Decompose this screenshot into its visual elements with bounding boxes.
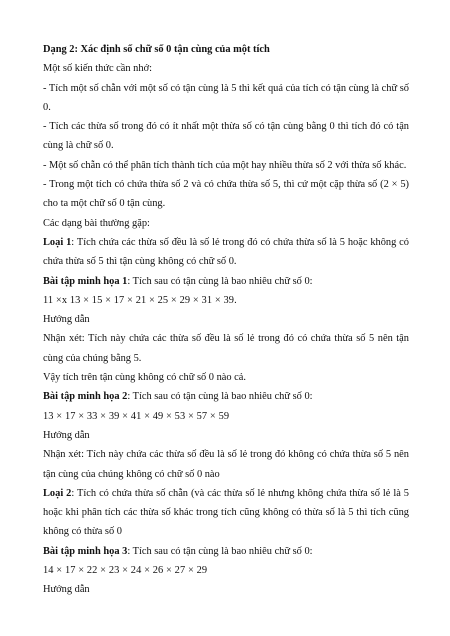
example-3-question xyxy=(43,542,409,561)
type-1-label: Loại 1 xyxy=(43,236,72,248)
example-2-label: Bài tập minh họa 2 xyxy=(43,391,128,403)
intro-text: Một số kiến thức cần nhớ: xyxy=(43,63,152,75)
example-2-question-text: : Tích sau có tận cùng là bao nhiêu chữ số 0: xyxy=(127,391,313,403)
fact-item-2: - Tích các thừa số trong đó có ít nhất một thừa số có tận cùng bằng 0 thì tích đó có tận cùng là chữ số 0. xyxy=(43,121,409,152)
type-2-text: : Tích có chứa thừa số chẵn (và các thừa số lẻ nhưng không chứa thừa số lẻ là 5 hoặc khi phân tích các thừa số khác trong tích cũng không có thừa số là 5 thì tích cũng không có thừa số 0 xyxy=(43,487,409,538)
document-page xyxy=(43,40,409,600)
example-2-remark: Nhận xét: Tích này chứa các thừa số đều là số lẻ trong đó không có chứa thừa số 5 nên tận cùng của chúng không có chữ số 0 nào xyxy=(43,449,409,480)
example-2-guide: Hướng dẫn xyxy=(43,429,90,441)
section-heading: Dạng 2: Xác định số chữ số 0 tận cùng của một tích xyxy=(43,44,270,55)
example-3-guide: Hướng dẫn xyxy=(43,584,90,596)
type-2-label: Loại 2 xyxy=(43,487,72,499)
common-types-label: Các dạng bài thường gặp: xyxy=(43,217,150,229)
example-1-conclusion: Vậy tích trên tận cùng không có chữ số 0 nào cả. xyxy=(43,372,246,384)
example-3-formula: 14 × 17 × 22 × 23 × 24 × 26 × 27 × 29 xyxy=(43,565,208,577)
type-1-text: : Tích chứa các thừa số đều là số lẻ trong đó có chứa thừa số là 5 hoặc không có chứa thừa số 5 thì tận cùng không có chữ số 0. xyxy=(43,236,409,268)
example-1-guide: Hướng dẫn xyxy=(43,314,90,326)
example-1-question-text: : Tích sau có tận cùng là bao nhiêu chữ số 0: xyxy=(127,275,313,287)
fact-item-1: - Tích một số chẵn với một số có tận cùng là 5 thì kết quả của tích có tận cùng là chữ số 0. xyxy=(43,82,409,113)
type-2-paragraph xyxy=(43,484,409,542)
example-3-question-text: : Tích sau có tận cùng là bao nhiêu chữ số 0: xyxy=(127,545,313,557)
example-1-formula: 11 ×x 13 × 15 × 17 × 21 × 25 × 29 × 31 × 39. xyxy=(43,294,237,306)
example-1-remark: Nhận xét: Tích này chứa các thừa số đều là số lẻ trong đó có chứa thừa số 5 nên tận cùng của chúng bằng 5. xyxy=(43,333,409,364)
example-1-label: Bài tập minh họa 1 xyxy=(43,275,128,287)
example-1-question xyxy=(43,272,409,291)
example-3-label: Bài tập minh họa 3 xyxy=(43,545,128,557)
example-2-question xyxy=(43,387,409,406)
type-1-paragraph xyxy=(43,233,409,272)
example-2-formula: 13 × 17 × 33 × 39 × 41 × 49 × 53 × 57 × 59 xyxy=(43,410,230,422)
fact-item-4: - Trong một tích có chứa thừa số 2 và có chứa thừa số 5, thì cứ một cặp thừa số (2 × 5) cho ta một chữ số 0 tận cùng. xyxy=(43,179,409,210)
fact-item-3: - Một số chẵn có thể phân tích thành tích của một hay nhiều thừa số 2 với thừa số khác. xyxy=(43,159,407,171)
